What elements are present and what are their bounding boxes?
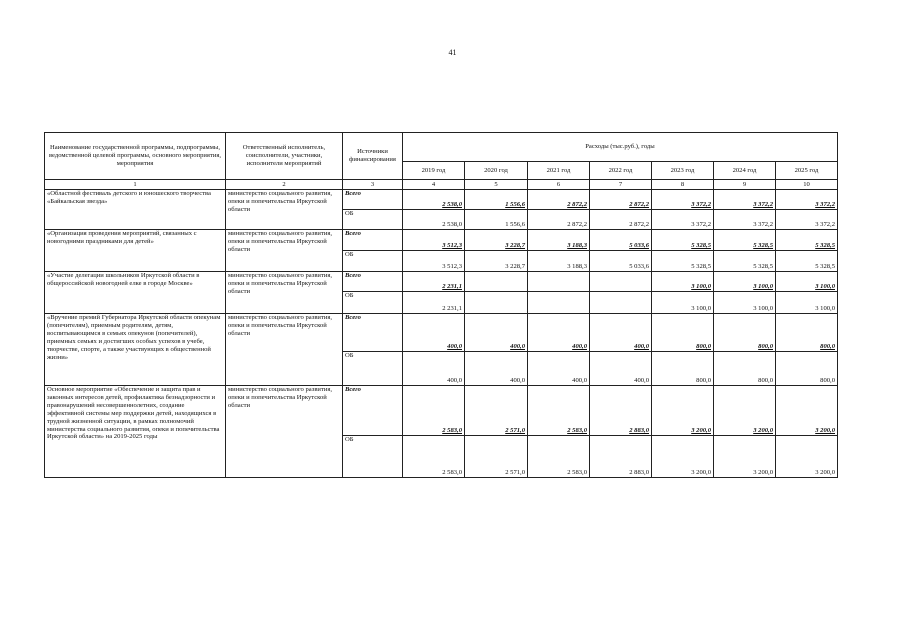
total-value bbox=[590, 272, 652, 292]
total-value: 5 328,5 bbox=[652, 230, 714, 251]
total-value: 3 372,2 bbox=[714, 190, 776, 210]
ob-value: 2 583,0 bbox=[528, 436, 590, 478]
expenditure-table bbox=[44, 132, 838, 478]
year-header: 2023 год bbox=[652, 162, 714, 180]
header-name: Наименование государственной программы, подпрограммы, ведомственной целевой программы, основного мероприятия, мероприятия bbox=[45, 133, 226, 180]
total-value: 2 231,1 bbox=[403, 272, 465, 292]
total-value: 400,0 bbox=[465, 314, 528, 352]
source-total-label: Всего bbox=[343, 230, 403, 251]
source-ob-label: ОБ bbox=[343, 352, 403, 386]
ob-value: 5 328,5 bbox=[714, 251, 776, 272]
table-row-total bbox=[45, 314, 838, 352]
source-total-label: Всего bbox=[343, 314, 403, 352]
column-number: 2 bbox=[226, 180, 343, 190]
ob-value: 3 372,2 bbox=[652, 210, 714, 230]
page-number: 41 bbox=[448, 48, 457, 57]
column-number: 7 bbox=[590, 180, 652, 190]
ob-value: 3 100,0 bbox=[714, 292, 776, 314]
total-value bbox=[465, 272, 528, 292]
total-value: 3 188,3 bbox=[528, 230, 590, 251]
responsible-executor: министерство социального развития, опеки и попечительства Иркутской области bbox=[226, 230, 343, 272]
total-value: 800,0 bbox=[652, 314, 714, 352]
source-total-label: Всего bbox=[343, 386, 403, 436]
column-number-row bbox=[45, 180, 838, 190]
column-number: 4 bbox=[403, 180, 465, 190]
responsible-executor: министерство социального развития, опеки и попечительства Иркутской области bbox=[226, 314, 343, 386]
total-value: 3 100,0 bbox=[776, 272, 838, 292]
table-row-total bbox=[45, 272, 838, 292]
ob-value: 3 100,0 bbox=[776, 292, 838, 314]
year-header: 2022 год bbox=[590, 162, 652, 180]
total-value: 2 583,0 bbox=[403, 386, 465, 436]
total-value: 5 328,5 bbox=[776, 230, 838, 251]
ob-value: 2 883,0 bbox=[590, 436, 652, 478]
total-value: 2 583,0 bbox=[528, 386, 590, 436]
column-number: 1 bbox=[45, 180, 226, 190]
column-number: 10 bbox=[776, 180, 838, 190]
activity-name: «Вручение премий Губернатора Иркутской области опекунам (попечителям), приемным родителям, детям, воспитывающимся в семьях опекунов (попечителей), приемных семьях и достигших особых успехов в учебе, творчестве, спорте, а также участвующих в общественной жизни» bbox=[45, 314, 226, 386]
ob-value: 2 571,0 bbox=[465, 436, 528, 478]
responsible-executor: министерство социального развития, опеки и попечительства Иркутской области bbox=[226, 386, 343, 478]
ob-value: 1 556,6 bbox=[465, 210, 528, 230]
total-value: 2 883,0 bbox=[590, 386, 652, 436]
total-value: 3 100,0 bbox=[714, 272, 776, 292]
ob-value: 800,0 bbox=[776, 352, 838, 386]
total-value: 800,0 bbox=[776, 314, 838, 352]
ob-value: 2 538,0 bbox=[403, 210, 465, 230]
ob-value: 400,0 bbox=[528, 352, 590, 386]
header-sources: Источники финансирования bbox=[343, 133, 403, 180]
total-value: 2 571,0 bbox=[465, 386, 528, 436]
ob-value: 3 200,0 bbox=[714, 436, 776, 478]
ob-value: 400,0 bbox=[590, 352, 652, 386]
total-value: 400,0 bbox=[590, 314, 652, 352]
responsible-executor: министерство социального развития, опеки и попечительства Иркутской области bbox=[226, 190, 343, 230]
ob-value: 3 228,7 bbox=[465, 251, 528, 272]
source-total-label: Всего bbox=[343, 272, 403, 292]
activity-name: «Областной фестиваль детского и юношеского творчества «Байкальская звезда» bbox=[45, 190, 226, 230]
source-ob-label: ОБ bbox=[343, 251, 403, 272]
ob-value: 2 872,2 bbox=[528, 210, 590, 230]
ob-value: 3 512,3 bbox=[403, 251, 465, 272]
total-value: 5 033,6 bbox=[590, 230, 652, 251]
activity-name: «Организация проведения мероприятий, связанных с новогодними праздниками для детей» bbox=[45, 230, 226, 272]
responsible-executor: министерство социального развития, опеки и попечительства Иркутской области bbox=[226, 272, 343, 314]
ob-value: 2 872,2 bbox=[590, 210, 652, 230]
total-value: 2 872,2 bbox=[590, 190, 652, 210]
total-value: 2 538,0 bbox=[403, 190, 465, 210]
source-total-label: Всего bbox=[343, 190, 403, 210]
column-number: 9 bbox=[714, 180, 776, 190]
ob-value: 3 188,3 bbox=[528, 251, 590, 272]
ob-value: 400,0 bbox=[403, 352, 465, 386]
activity-name: «Участие делегации школьников Иркутской области в общероссийской новогодней елке в городе Москве» bbox=[45, 272, 226, 314]
column-number: 5 bbox=[465, 180, 528, 190]
table-row-total bbox=[45, 386, 838, 436]
total-value: 3 372,2 bbox=[652, 190, 714, 210]
column-number: 6 bbox=[528, 180, 590, 190]
header-expenses: Расходы (тыс.руб.), годы bbox=[403, 133, 838, 162]
total-value: 400,0 bbox=[403, 314, 465, 352]
ob-value: 5 033,6 bbox=[590, 251, 652, 272]
total-value: 3 200,0 bbox=[652, 386, 714, 436]
ob-value: 3 100,0 bbox=[652, 292, 714, 314]
source-ob-label: ОБ bbox=[343, 210, 403, 230]
source-ob-label: ОБ bbox=[343, 436, 403, 478]
ob-value: 3 372,2 bbox=[776, 210, 838, 230]
total-value: 3 200,0 bbox=[776, 386, 838, 436]
total-value: 3 100,0 bbox=[652, 272, 714, 292]
ob-value: 3 200,0 bbox=[652, 436, 714, 478]
source-ob-label: ОБ bbox=[343, 292, 403, 314]
activity-name: Основное мероприятие «Обеспечение и защита прав и законных интересов детей, профилактика безнадзорности и правонарушений несовершеннолетних, создание эффективной системы мер поддержки детей, находящихся в трудной жизненной ситуации, в рамках полномочий министерства социального развития, опеки и попечительства Иркутской области» на 2019-2025 годы bbox=[45, 386, 226, 478]
column-number: 8 bbox=[652, 180, 714, 190]
total-value: 400,0 bbox=[528, 314, 590, 352]
total-value: 3 200,0 bbox=[714, 386, 776, 436]
ob-value: 5 328,5 bbox=[776, 251, 838, 272]
ob-value bbox=[528, 292, 590, 314]
table-row-total bbox=[45, 190, 838, 210]
year-header: 2024 год bbox=[714, 162, 776, 180]
year-header: 2025 год bbox=[776, 162, 838, 180]
year-header: 2020 год bbox=[465, 162, 528, 180]
ob-value: 3 372,2 bbox=[714, 210, 776, 230]
ob-value bbox=[590, 292, 652, 314]
ob-value: 800,0 bbox=[714, 352, 776, 386]
header-responsible: Ответственный исполнитель, соисполнители, участники, исполнители мероприятий bbox=[226, 133, 343, 180]
table-row-total bbox=[45, 230, 838, 251]
ob-value bbox=[465, 292, 528, 314]
ob-value: 5 328,5 bbox=[652, 251, 714, 272]
ob-value: 400,0 bbox=[465, 352, 528, 386]
total-value: 800,0 bbox=[714, 314, 776, 352]
total-value: 5 328,5 bbox=[714, 230, 776, 251]
total-value: 2 872,2 bbox=[528, 190, 590, 210]
column-number: 3 bbox=[343, 180, 403, 190]
year-header: 2019 год bbox=[403, 162, 465, 180]
ob-value: 3 200,0 bbox=[776, 436, 838, 478]
total-value: 1 556,6 bbox=[465, 190, 528, 210]
total-value: 3 512,3 bbox=[403, 230, 465, 251]
ob-value: 2 583,0 bbox=[403, 436, 465, 478]
ob-value: 2 231,1 bbox=[403, 292, 465, 314]
year-header: 2021 год bbox=[528, 162, 590, 180]
ob-value: 800,0 bbox=[652, 352, 714, 386]
total-value: 3 228,7 bbox=[465, 230, 528, 251]
total-value: 3 372,2 bbox=[776, 190, 838, 210]
total-value bbox=[528, 272, 590, 292]
